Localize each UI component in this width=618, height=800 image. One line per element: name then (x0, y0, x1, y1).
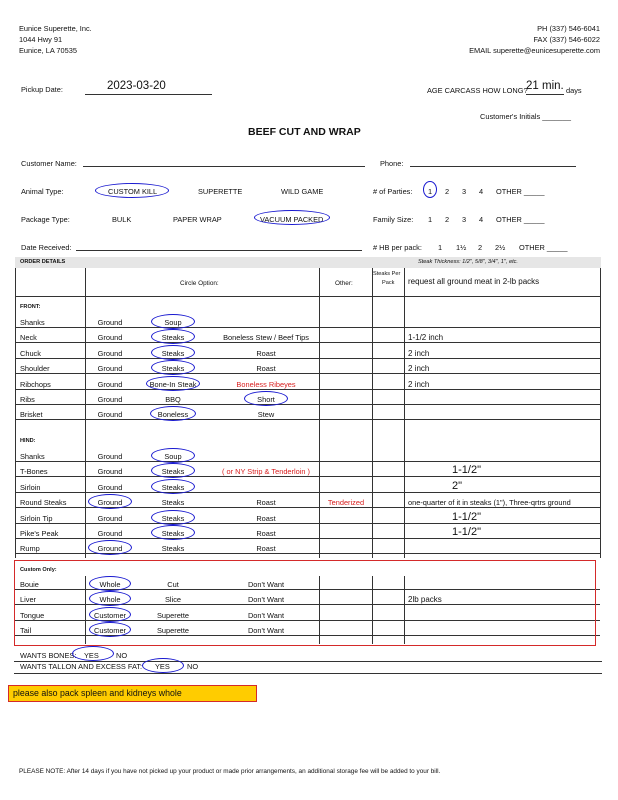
cut-option[interactable]: Roast (256, 348, 276, 358)
company-fax: FAX (337) 546-6022 (533, 35, 600, 44)
cut-option[interactable]: Roast (256, 498, 276, 508)
cut-option[interactable]: ( or NY Strip & Tenderloin ) (221, 467, 311, 477)
package-bulk[interactable]: BULK (112, 215, 132, 224)
row-label: Round Steaks (20, 498, 67, 508)
row-label: Shanks (20, 318, 45, 327)
row-label: Tongue (20, 610, 45, 620)
row-label: Shanks (20, 452, 45, 461)
grid-line (15, 389, 600, 390)
company-address1: 1044 Hwy 91 (19, 35, 63, 44)
wants-tallon-label: WANTS TALLON AND EXCESS FAT: (20, 662, 143, 671)
pickup-label: Pickup Date: (21, 85, 63, 94)
row-label: Sirloin (20, 482, 41, 492)
cut-option[interactable]: Ground (97, 467, 123, 477)
note-value[interactable]: 1-1/2 inch (408, 333, 444, 343)
cut-option[interactable]: Steaks (161, 333, 185, 343)
row-label: Sirloin Tip (20, 513, 53, 523)
notes-header-value[interactable]: request all ground meat in 2-lb packs (408, 277, 540, 286)
selection-circle (151, 479, 195, 494)
hb-option-1-5[interactable]: 1½ (456, 243, 467, 252)
other-value[interactable]: Tenderized (327, 498, 365, 508)
selection-circle (244, 391, 288, 406)
cut-option[interactable]: Cut (167, 580, 179, 589)
grid-line (15, 476, 600, 477)
cut-option[interactable]: Boneless (157, 410, 189, 420)
selection-circle (151, 345, 195, 360)
company-address2: Eunice, LA 70535 (19, 46, 77, 55)
custom-only-box (14, 560, 596, 646)
row-label: Neck (20, 333, 37, 343)
cut-option[interactable]: Ground (97, 410, 123, 420)
parties-other[interactable]: OTHER _____ (496, 187, 545, 196)
note-value[interactable]: 1-1/2" (452, 464, 481, 477)
cut-option[interactable]: Boneless Ribeyes (236, 379, 296, 389)
grid-line (600, 268, 601, 558)
grid-line (15, 523, 600, 524)
company-email: EMAIL superette@eunicesuperette.com (469, 46, 600, 55)
grid-line (372, 268, 373, 558)
row-label: Brisket (20, 410, 43, 420)
cut-option[interactable]: Roast (256, 364, 276, 374)
phone-label: Phone: (380, 159, 404, 168)
family-size-other[interactable]: OTHER _____ (496, 215, 545, 224)
selection-circle (72, 646, 114, 661)
hb-other[interactable]: OTHER _____ (519, 243, 568, 252)
row-label: T-Bones (20, 467, 48, 477)
wants-bones-yes[interactable]: YES (84, 651, 99, 660)
parties-option-1[interactable]: 1 (428, 187, 433, 196)
pickup-date-value[interactable]: 2023-03-20 (107, 80, 166, 92)
note-value[interactable]: 2 inch (408, 348, 430, 358)
cut-option[interactable]: Steaks (161, 544, 185, 554)
animal-type-label: Animal Type: (21, 187, 64, 196)
grid-line (404, 268, 405, 558)
family-size-label: Family Size: (373, 215, 414, 224)
cut-option[interactable]: Whole (99, 595, 121, 605)
cut-option[interactable]: Steaks (161, 348, 185, 358)
cut-option[interactable]: BBQ (165, 395, 181, 404)
grid-line (15, 404, 600, 405)
package-type-label: Package Type: (21, 215, 70, 224)
cut-option[interactable]: Ground (97, 498, 123, 508)
row-label: Ribs (20, 395, 35, 404)
cut-option[interactable]: Steaks (161, 529, 185, 538)
note-value[interactable]: one-quarter of it in steaks (1"), Three-qrtrs ground (408, 498, 571, 508)
selection-circle (151, 314, 195, 329)
cut-option[interactable]: Don't Want (247, 610, 285, 620)
selection-circle (146, 376, 200, 391)
row-label: Shoulder (20, 364, 50, 374)
note-value[interactable]: 1-1/2" (452, 510, 481, 523)
cut-option[interactable]: Ground (97, 364, 123, 374)
grid-line (15, 461, 600, 462)
cut-option[interactable]: Whole (99, 580, 121, 589)
grid-line (15, 538, 600, 539)
cut-option[interactable]: Superette (156, 610, 190, 620)
steaks-per-header: Steaks Per (373, 271, 401, 277)
cut-option[interactable]: Soup (164, 318, 182, 327)
row-label: Tail (20, 626, 32, 636)
cut-option[interactable]: Ground (97, 395, 123, 404)
wants-tallon-no[interactable]: NO (187, 662, 199, 671)
hind-label: HIND: (20, 438, 36, 444)
cut-option[interactable]: Don't Want (247, 595, 285, 605)
age-label: AGE CARCASS HOW LONG? (427, 86, 528, 95)
cut-option[interactable]: Ground (97, 452, 123, 461)
company-phone: PH (337) 546-6041 (537, 24, 600, 33)
cut-option[interactable]: Roast (256, 513, 276, 523)
selection-circle (423, 181, 437, 198)
grid-line (15, 327, 600, 328)
grid-line (15, 296, 600, 297)
cut-option[interactable]: Ground (97, 529, 123, 538)
parties-option-4[interactable]: 4 (479, 187, 484, 196)
customer-initials-label: Customer's Initials _______ (480, 112, 571, 121)
cut-option[interactable]: Superette (156, 626, 190, 636)
wants-bones-label: WANTS BONES: (20, 651, 77, 660)
date-received-label: Date Received: (21, 243, 72, 252)
cut-option[interactable]: Ground (97, 513, 123, 523)
grid-line (15, 492, 600, 493)
grid-line (85, 268, 86, 558)
order-details-label: ORDER DETAILS (20, 259, 66, 265)
custom-only-label: Custom Only: (20, 567, 57, 573)
cut-option[interactable]: Steaks (161, 482, 185, 492)
note-value[interactable]: 1-1/2" (452, 526, 481, 538)
cut-option[interactable]: Ground (97, 379, 123, 389)
row-label: Chuck (20, 348, 41, 358)
selection-circle (95, 183, 169, 198)
grid-line (15, 419, 600, 420)
customer-name-label: Customer Name: (21, 159, 77, 168)
wants-tallon-yes[interactable]: YES (155, 662, 170, 671)
cut-option[interactable]: Steaks (161, 364, 185, 374)
selection-circle (254, 210, 330, 225)
cut-option[interactable]: Customer (93, 626, 127, 636)
age-value[interactable]: 21 min. (526, 80, 564, 92)
parties-option-3[interactable]: 3 (462, 187, 467, 196)
cut-option[interactable]: Stew (257, 410, 275, 420)
selection-circle (151, 448, 195, 463)
hb-option-2-5[interactable]: 2½ (495, 243, 506, 252)
parties-option-2[interactable]: 2 (445, 187, 450, 196)
parties-label: # of Parties: (373, 187, 413, 196)
cut-option[interactable]: Boneless Stew / Beef Tips (223, 333, 309, 343)
note-value[interactable]: 2 inch (408, 379, 430, 389)
other-header: Other: (335, 280, 353, 287)
note-value[interactable]: 2" (452, 479, 463, 492)
cut-option[interactable]: Ground (97, 544, 123, 554)
cut-option[interactable]: Customer (93, 610, 127, 620)
row-label: Bouie (20, 580, 39, 589)
cut-option[interactable]: Roast (256, 529, 276, 538)
wants-bones-no[interactable]: NO (116, 651, 128, 660)
cut-option[interactable]: Ground (97, 318, 123, 327)
row-label: Pike's Peak (20, 529, 59, 538)
note-value[interactable]: 2 inch (408, 364, 430, 374)
animal-type-custom-kill[interactable]: CUSTOM KILL (108, 187, 158, 196)
hb-option-1[interactable]: 1 (438, 243, 443, 252)
cut-option[interactable]: Short (257, 395, 275, 404)
cut-option[interactable]: Don't Want (247, 626, 285, 636)
row-label: Liver (20, 595, 37, 605)
package-paper-wrap[interactable]: PAPER WRAP (173, 215, 222, 224)
row-label: Rump (20, 544, 40, 554)
cut-option[interactable]: Ground (97, 333, 123, 343)
animal-type-superette[interactable]: SUPERETTE (198, 187, 243, 196)
cut-option[interactable]: Steaks (161, 467, 185, 477)
note-value[interactable]: 2lb packs (408, 595, 442, 605)
cut-option[interactable]: Roast (256, 544, 276, 554)
company-name: Eunice Superette, Inc. (19, 24, 92, 33)
family-size-3[interactable]: 3 (462, 215, 467, 224)
cut-option[interactable]: Ground (97, 482, 123, 492)
family-size-4[interactable]: 4 (479, 215, 484, 224)
cut-option[interactable]: Steaks (161, 513, 185, 523)
grid-line (319, 268, 320, 558)
grid-line (15, 373, 600, 374)
animal-type-wild-game[interactable]: WILD GAME (281, 187, 324, 196)
steak-thickness-note: Steak Thickness: 1/2", 5/8", 3/4", 1", etc. (418, 259, 518, 265)
form-title: BEEF CUT AND WRAP (248, 126, 361, 138)
hb-option-2[interactable]: 2 (478, 243, 483, 252)
selection-circle (142, 658, 184, 673)
footer-note: PLEASE NOTE: After 14 days if you have not picked up your product or made prior arrangements, an additional storage fee will be added to your bill. (19, 768, 441, 775)
grid-line (15, 342, 600, 343)
cut-option[interactable]: Ground (97, 348, 123, 358)
grid-line (15, 358, 600, 359)
circle-option-header: Circle Option: (180, 280, 219, 287)
row-label: Ribchops (20, 379, 51, 389)
package-vacuum-packed[interactable]: VACUUM PACKED (260, 215, 324, 224)
hb-per-pack-label: # HB per pack: (373, 243, 422, 252)
cut-option[interactable]: Slice (164, 595, 182, 605)
extra-note-text[interactable]: please also pack spleen and kidneys whole (13, 688, 182, 698)
front-label: FRONT: (20, 304, 41, 310)
grid-line (15, 268, 16, 558)
family-size-1[interactable]: 1 (428, 215, 433, 224)
cut-option[interactable]: Soup (164, 452, 182, 461)
selection-circle (151, 510, 195, 525)
cut-option[interactable]: Bone-In Steak (149, 379, 197, 389)
family-size-2[interactable]: 2 (445, 215, 450, 224)
cut-option[interactable]: Don't Want (247, 580, 285, 589)
cut-option[interactable]: Steaks (161, 498, 185, 508)
age-unit: days (566, 86, 582, 95)
selection-circle (151, 525, 195, 540)
pack-header: Pack (382, 280, 395, 286)
